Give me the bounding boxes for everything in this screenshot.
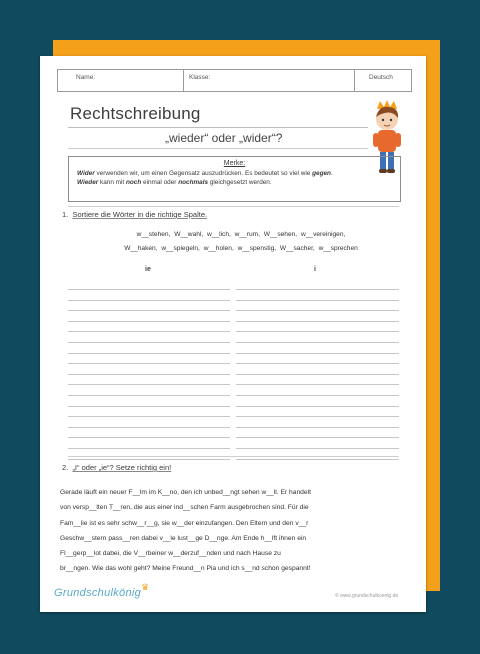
merke-text: kann mit [98, 179, 126, 186]
merke-line-2 [69, 178, 400, 188]
cloze-line: von versp__lten T__ren, die aus einer ind__schen Farm ausgebrochen sind. Für die [60, 504, 309, 512]
writing-line-row [68, 428, 399, 439]
writing-line-row [68, 333, 399, 344]
merke-line-1 [69, 169, 400, 179]
task-1-heading [62, 210, 207, 219]
cloze-line: Fl__gerp__lot dabei, die V__rbeiner w__derzuf__nden und nach Hause zu [60, 550, 281, 558]
merke-box [68, 156, 401, 202]
cloze-line: br__ngen. Wie das wohl geht? Meine Freund__n Pia und ich s__nd schon gespannt! [60, 565, 311, 573]
merke-bold-word: noch [125, 179, 142, 186]
header-divider [183, 70, 184, 91]
brand-name: Grundschulkönig [54, 587, 142, 599]
merke-bold-word: gegen [312, 169, 331, 177]
word-list [76, 228, 406, 256]
writing-lines [68, 280, 399, 460]
worksheet [40, 56, 426, 612]
writing-line-row [68, 354, 399, 365]
footer-url: © www.grundschulkoenig.de [335, 593, 399, 599]
header-divider [354, 70, 355, 91]
column-head-ie: ie [145, 266, 151, 273]
merke-bold-word: nochmals [178, 179, 209, 186]
title-rule [68, 127, 368, 128]
subject-label: Deutsch [369, 74, 393, 81]
word-list-line: w__stehen, W__wahl, w__lich, w__rum, W__sehen, w__vereinigen, [136, 231, 346, 238]
cloze-line: Gerade läuft ein neuer F__lm im K__no, den ich unbed__ngt sehen w__ll. Er handelt [60, 489, 311, 496]
cloze-paragraph [60, 485, 410, 577]
writing-line-row [68, 301, 399, 312]
task-instruction: Sortiere die Wörter in die richtige Spalte. [72, 210, 208, 219]
writing-line-row [68, 365, 399, 376]
writing-line-row [68, 344, 399, 355]
column-head-i: i [314, 266, 316, 273]
writing-line-row [68, 397, 399, 408]
writing-line[interactable] [236, 459, 399, 460]
writing-line-row [68, 407, 399, 418]
cloze-line: Geschw__stern pass__ren dabei v__le lust__ge D__nge. Am Ende h__lft ihnen ein [60, 534, 307, 542]
subtitle-rule [68, 148, 368, 149]
page-subtitle: „wieder“ oder „wider“? [165, 131, 283, 145]
merke-bold-word: Wider [77, 169, 95, 177]
merke-text: . [330, 169, 333, 177]
writing-line[interactable] [68, 459, 230, 460]
word-list-line: W__haken, w__spiegeln, w__holen, w__spenstig, W__sacher, w__sprechen [124, 245, 358, 252]
merke-text: gleichgesetzt werden. [208, 179, 272, 186]
writing-line-row [68, 322, 399, 333]
merke-text: verwenden wir, um einen Gegensatz auszudrücken. Es bedeutet so viel wie [94, 169, 313, 177]
writing-line-row [68, 418, 399, 429]
crown-icon: ♛ [141, 582, 150, 592]
class-label: Klasse: [189, 74, 211, 81]
page-title: Rechtschreibung [70, 104, 201, 123]
writing-line-row [68, 375, 399, 386]
task-number: 1. [62, 210, 69, 219]
section-divider [68, 206, 399, 207]
writing-line-row [68, 450, 399, 461]
header-box [57, 69, 412, 92]
section-divider [68, 456, 399, 457]
task-number: 2. [62, 463, 69, 472]
merke-title: Merke: [223, 160, 246, 167]
writing-line-row [68, 280, 399, 291]
cloze-line: Fam__lie ist es sehr schw__r__g, sie w__der einzufangen. Den Eltern und den v__r [60, 519, 309, 527]
task-2-heading [62, 463, 171, 472]
writing-line-row [68, 291, 399, 302]
writing-line-row [68, 312, 399, 323]
task-instruction: „I“ oder „ie“? Setze richtig ein! [72, 463, 172, 472]
writing-line-row [68, 386, 399, 397]
merke-bold-word: Wieder [77, 179, 99, 186]
name-label: Name: [76, 74, 96, 81]
brand-logo [54, 582, 150, 599]
writing-line-row [68, 439, 399, 450]
merke-text: einmal oder [141, 179, 179, 186]
